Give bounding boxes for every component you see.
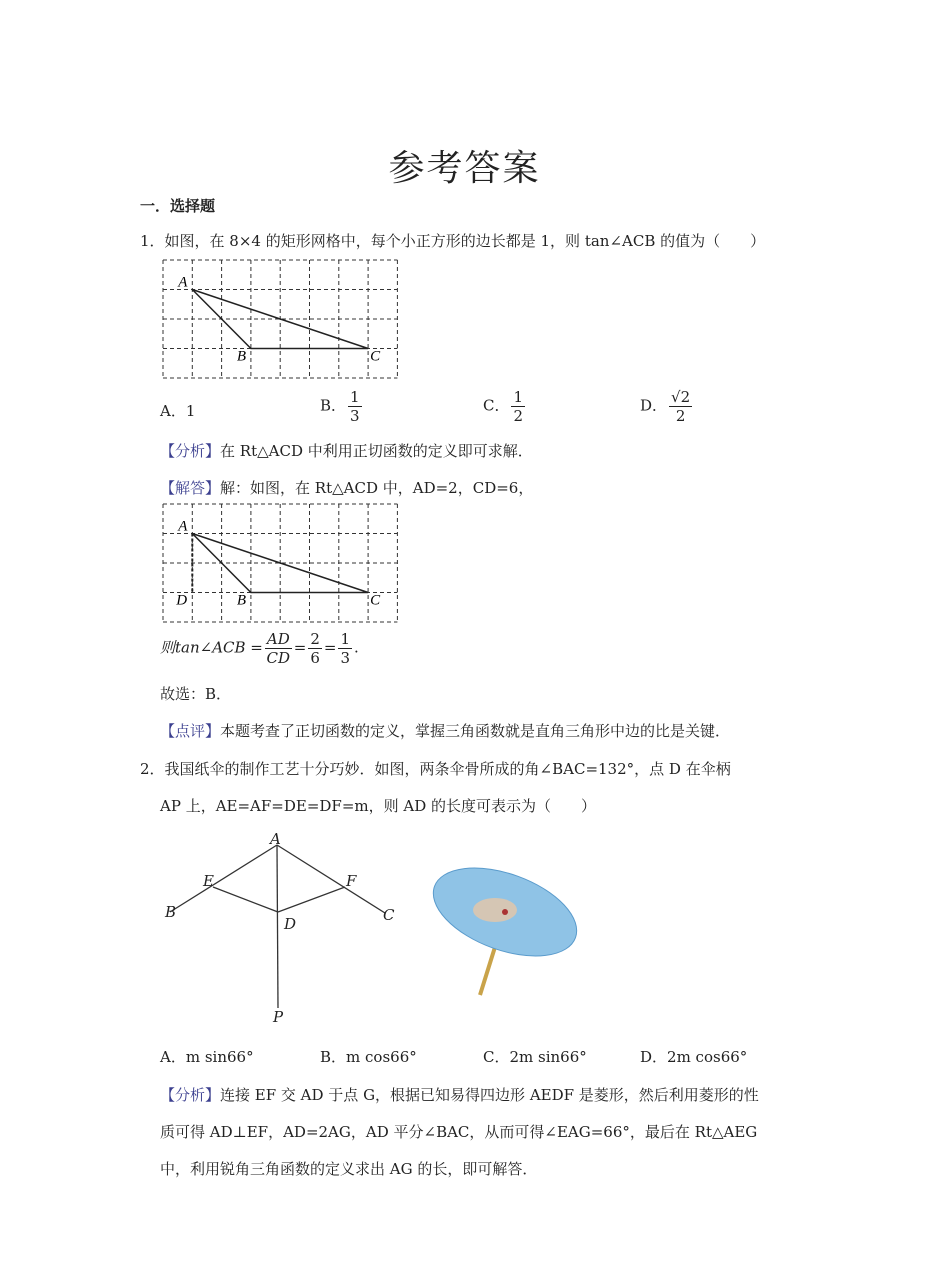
page-title: 参考答案 <box>388 148 541 189</box>
q2-option-c[interactable]: C．2m sin66° <box>483 1048 587 1066</box>
q1-option-a[interactable]: A．1 <box>160 402 196 420</box>
point-label-b: B <box>236 592 247 609</box>
point-label-c: C <box>370 348 381 365</box>
q2-analysis-line2: 质可得 AD⊥EF，AD=2AG，AD 平分∠BAC，从而可得∠EAG=66°，最后在 Rt△AEG <box>160 1123 758 1141</box>
section-heading: 一．选择题 <box>140 197 216 215</box>
label-e: E <box>203 872 214 890</box>
q1-comment: 【点评】本题考查了正切函数的定义，掌握三角函数就是直角三角形中边的比是关键． <box>160 722 731 740</box>
point-label-a: A <box>178 518 188 535</box>
q1-grid-figure <box>163 260 397 378</box>
q2-analysis-line3: 中，利用锐角三角函数的定义求出 AG 的长，即可解答． <box>160 1160 538 1178</box>
point-label-d: D <box>176 592 188 609</box>
umbrella-photo <box>422 851 589 995</box>
point-label-b: B <box>236 348 247 365</box>
q1-choice: 故选：B． <box>160 685 232 703</box>
q1-answer: 【解答】解：如图，在 Rt△ACD 中，AD=2，CD=6， <box>160 479 534 497</box>
q2-analysis-line1: 【分析】连接 EF 交 AD 于点 G，根据已知易得四边形 AEDF 是菱形，然后利用菱形的性 <box>160 1086 759 1104</box>
q2-option-a[interactable]: A．m sin66° <box>160 1048 254 1066</box>
point-label-a: A <box>178 274 188 291</box>
umbrella-diagram <box>170 845 385 1008</box>
label-f: F <box>346 872 357 890</box>
q1-analysis: 【分析】在 Rt△ACD 中利用正切函数的定义即可求解． <box>160 442 533 460</box>
q1-stem: 1．如图，在 8×4 的矩形网格中，每个小正方形的边长都是 1，则 tan∠ACB 的值为（ ） <box>140 232 766 250</box>
q2-stem-line1: 2．我国纸伞的制作工艺十分巧妙．如图，两条伞骨所成的角∠BAC=132°，点 D 在伞柄 <box>140 760 731 778</box>
q1-option-d[interactable]: D． $\frac{√2}{2}$ <box>640 388 691 425</box>
label-p: P <box>273 1008 284 1026</box>
label-a: A <box>270 830 281 848</box>
q1-formula: 则tan∠ACB = $\frac{AD}{CD}$ = $\frac{2}{6}$ = $\frac{1}{3}$ . <box>160 630 359 667</box>
q1-solution-grid-figure <box>163 504 397 622</box>
q2-option-b[interactable]: B．m cos66° <box>320 1048 417 1066</box>
q2-stem-line2: AP 上，AE=AF=DE=DF=m，则 AD 的长度可表示为（ ） <box>160 797 597 815</box>
label-c: C <box>383 906 395 924</box>
q1-option-b[interactable]: B． $\frac{1}{3}$ <box>320 388 360 425</box>
q2-option-d[interactable]: D．2m cos66° <box>640 1048 748 1066</box>
point-label-c: C <box>370 592 381 609</box>
q1-option-c[interactable]: C． $\frac{1}{2}$ <box>483 388 524 425</box>
label-b: B <box>165 903 177 921</box>
label-d: D <box>284 915 297 933</box>
